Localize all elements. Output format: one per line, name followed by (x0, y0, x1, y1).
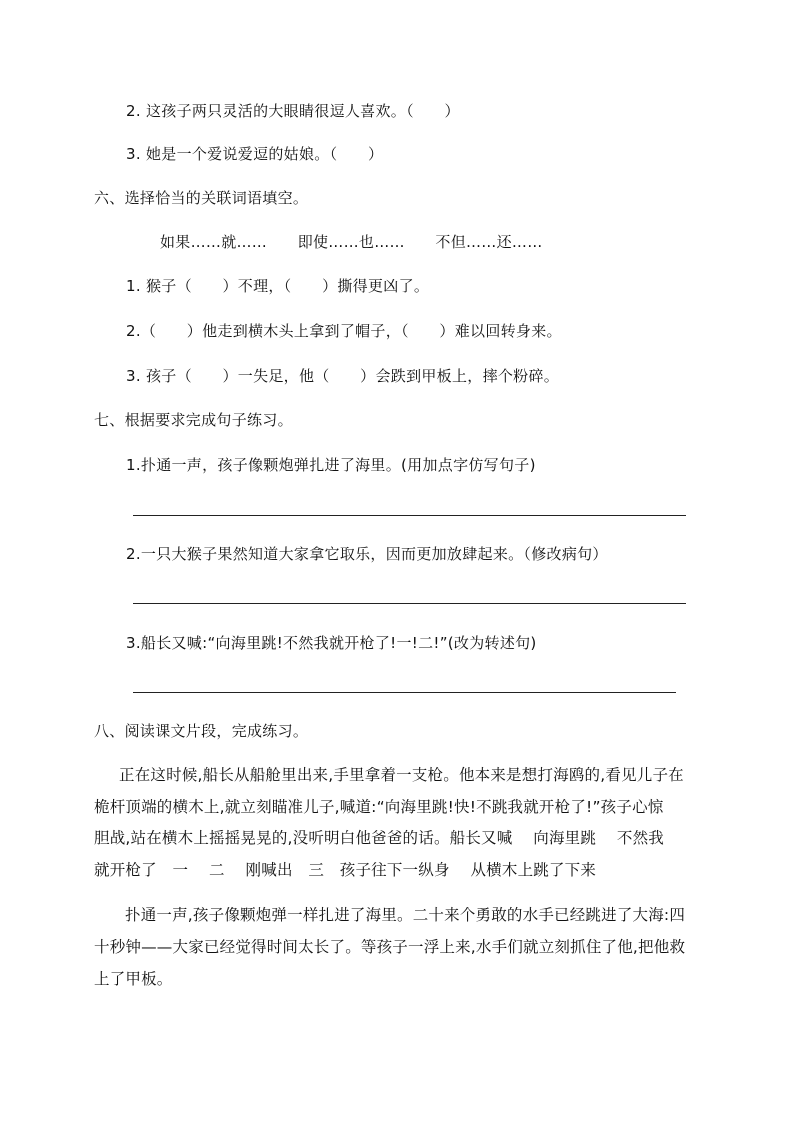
section6-options: 如果……就…… 即使……也…… 不但……还…… (160, 233, 543, 251)
paragraph2-line-1: 扑通一声,孩子像颗炮弹一样扎进了海里。二十来个勇敢的水手已经跳进了大海:四 (125, 906, 686, 924)
section7-item-3: 3.船长又喊:“向海里跳!不然我就开枪了!一!二!”(改为转述句) (126, 634, 537, 652)
section7-item-1: 1.扑通一声，孩子像颗炮弹扎进了海里。(用加点字仿写句子) (126, 456, 536, 474)
paragraph1-line-3: 胆战,站在横木上摇摇晃晃的,没听明白他爸爸的话。船长又喊 向海里跳 不然我 (94, 829, 665, 847)
section5-item-2: 2. 这孩子两只灵活的大眼睛很逗人喜欢。（ ） (126, 102, 460, 120)
section6-item-3: 3. 孩子（ ）一失足，他（ ）会跌到甲板上，摔个粉碎。 (126, 367, 560, 385)
section7-item-2: 2.一只大猴子果然知道大家拿它取乐，因而更加放肆起来。（修改病句） (126, 545, 608, 563)
answer-line-1[interactable] (133, 515, 686, 516)
paragraph1-line-1: 正在这时候,船长从船舱里出来,手里拿着一支枪。他本来是想打海鸥的,看见儿子在 (119, 766, 684, 784)
section6-item-2: 2.（ ）他走到横木头上拿到了帽子，（ ）难以回转身来。 (126, 322, 562, 340)
paragraph1-line-4: 就开枪了 一 二 刚喊出 三 孩子往下一纵身 从横木上跳了下来 (94, 861, 597, 879)
section5-item-3: 3. 她是一个爱说爱逗的姑娘。（ ） (126, 145, 384, 163)
paragraph2-line-2: 十秒钟——大家已经觉得时间太长了。等孩子一浮上来,水手们就立刻抓住了他,把他救 (94, 938, 686, 956)
answer-line-3[interactable] (133, 692, 676, 693)
paragraph1-line-2: 桅杆顶端的横木上,就立刻瞄准儿子,喊道:“向海里跳!快!不跳我就开枪了!”孩子心惊 (94, 798, 664, 816)
section6-title: 六、选择恰当的关联词语填空。 (94, 189, 309, 207)
section8-title: 八、阅读课文片段，完成练习。 (94, 722, 309, 740)
answer-line-2[interactable] (133, 603, 686, 604)
section7-title: 七、根据要求完成句子练习。 (94, 411, 293, 429)
section6-item-1: 1. 猴子（ ）不理，（ ）撕得更凶了。 (126, 277, 430, 295)
paragraph2-line-3: 上了甲板。 (94, 970, 173, 988)
